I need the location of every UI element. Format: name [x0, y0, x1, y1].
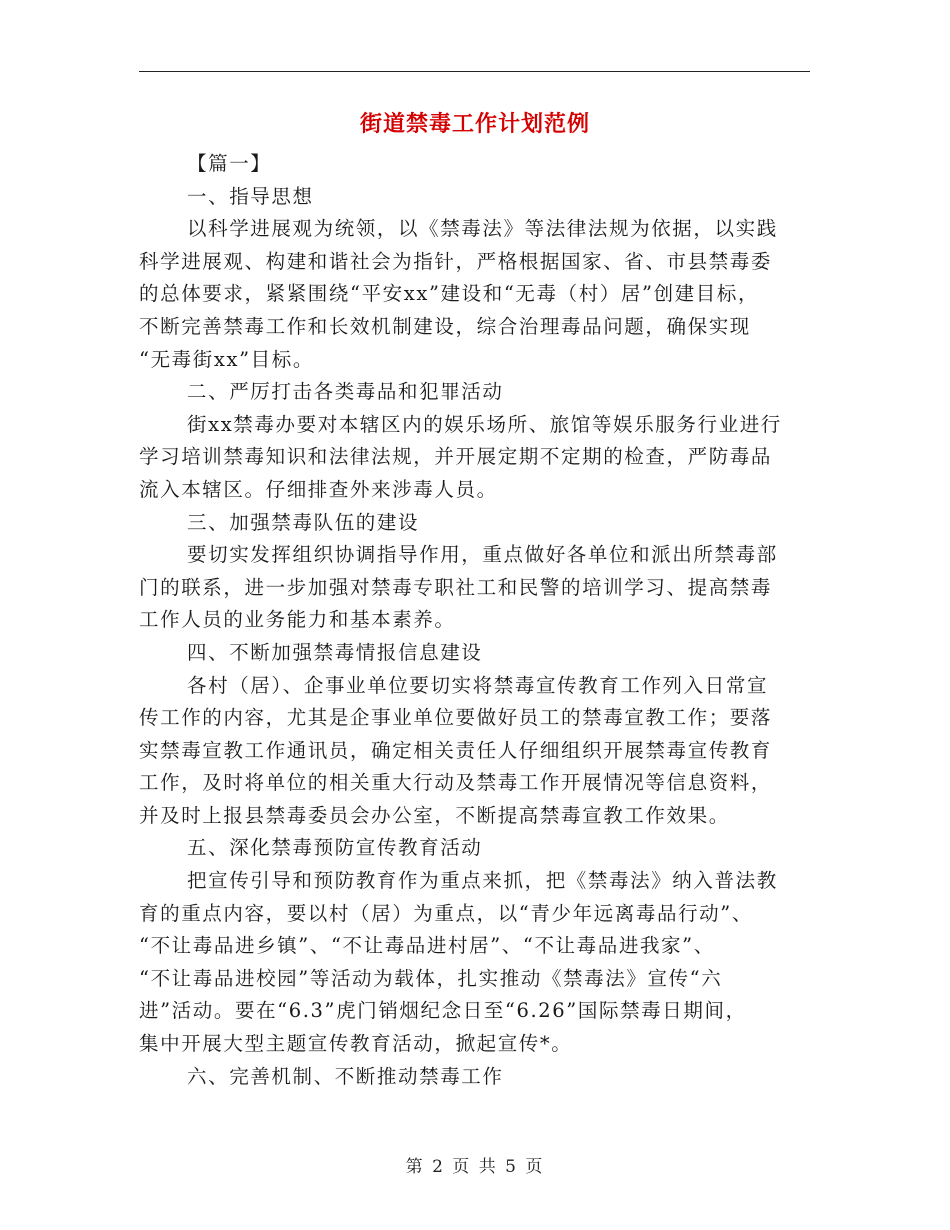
text-line: 进”活动。要在“6.3”虎门销烟纪念日至“6.26”国际禁毒日期间， — [139, 999, 747, 1023]
text-line: 二、严厉打击各类毒品和犯罪活动 — [187, 380, 504, 404]
text-line: 四、不断加强禁毒情报信息建设 — [187, 640, 483, 664]
header-rule — [139, 71, 810, 72]
text-line: 五、深化禁毒预防宣传教育活动 — [187, 836, 483, 860]
text-line: “不让毒品进乡镇”、“不让毒品进村居”、“不让毒品进我家”、 — [139, 934, 715, 958]
text-line: “不让毒品进校园”等活动为载体，扎实推动《禁毒法》宣传“六 — [139, 966, 723, 990]
text-line: 三、加强禁毒队伍的建设 — [187, 510, 420, 534]
page-footer: 第 2 页 共 5 页 — [405, 1157, 545, 1177]
text-line: 的总体要求，紧紧围绕“平安xx”建设和“无毒（村）居”创建目标， — [139, 282, 760, 306]
text-line: 实禁毒宣教工作通讯员，确定相关责任人仔细组织开展禁毒宣传教育 — [139, 738, 773, 762]
text-line: 工作，及时将单位的相关重大行动及禁毒工作开展情况等信息资料， — [139, 771, 773, 795]
text-line: “无毒街xx”目标。 — [139, 347, 314, 371]
text-line: 六、完善机制、不断推动禁毒工作 — [187, 1064, 504, 1088]
text-line: 集中开展大型主题宣传教育活动，掀起宣传*。 — [139, 1032, 573, 1056]
text-line: 【篇一】 — [187, 152, 272, 175]
document-title: 街道禁毒工作计划范例 — [359, 111, 590, 137]
text-line: 街xx禁毒办要对本辖区内的娱乐场所、旅馆等娱乐服务行业进行 — [187, 412, 782, 436]
text-line: 学习培训禁毒知识和法律法规，并开展定期不定期的检查，严防毒品 — [139, 445, 773, 469]
text-line: 门的联系，进一步加强对禁毒专职社工和民警的培训学习、提高禁毒 — [139, 575, 773, 599]
text-line: 科学进展观、构建和谐社会为指针，严格根据国家、省、市县禁毒委 — [139, 249, 773, 273]
text-line: 工作人员的业务能力和基本素养。 — [139, 608, 456, 632]
text-line: 不断完善禁毒工作和长效机制建设，综合治理毒品问题，确保实现 — [139, 314, 751, 338]
document-body — [139, 148, 811, 1093]
text-line: 传工作的内容，尤其是企事业单位要做好员工的禁毒宣教工作；要落 — [139, 706, 773, 730]
text-line: 育的重点内容，要以村（居）为重点，以“青少年远离毒品行动”、 — [139, 901, 753, 925]
text-line: 并及时上报县禁毒委员会办公室，不断提高禁毒宣教工作效果。 — [139, 803, 730, 827]
text-line: 以科学进展观为统领，以《禁毒法》等法律法规为依据，以实践 — [187, 217, 778, 241]
text-line: 要切实发挥组织协调指导作用，重点做好各单位和派出所禁毒部 — [187, 543, 778, 567]
text-line: 流入本辖区。仔细排查外来涉毒人员。 — [139, 477, 498, 501]
text-line: 把宣传引导和预防教育作为重点来抓，把《禁毒法》纳入普法教 — [187, 869, 778, 893]
text-line: 各村（居）、企事业单位要切实将禁毒宣传教育工作列入日常宣 — [187, 673, 769, 697]
text-line: 一、指导思想 — [187, 184, 314, 208]
